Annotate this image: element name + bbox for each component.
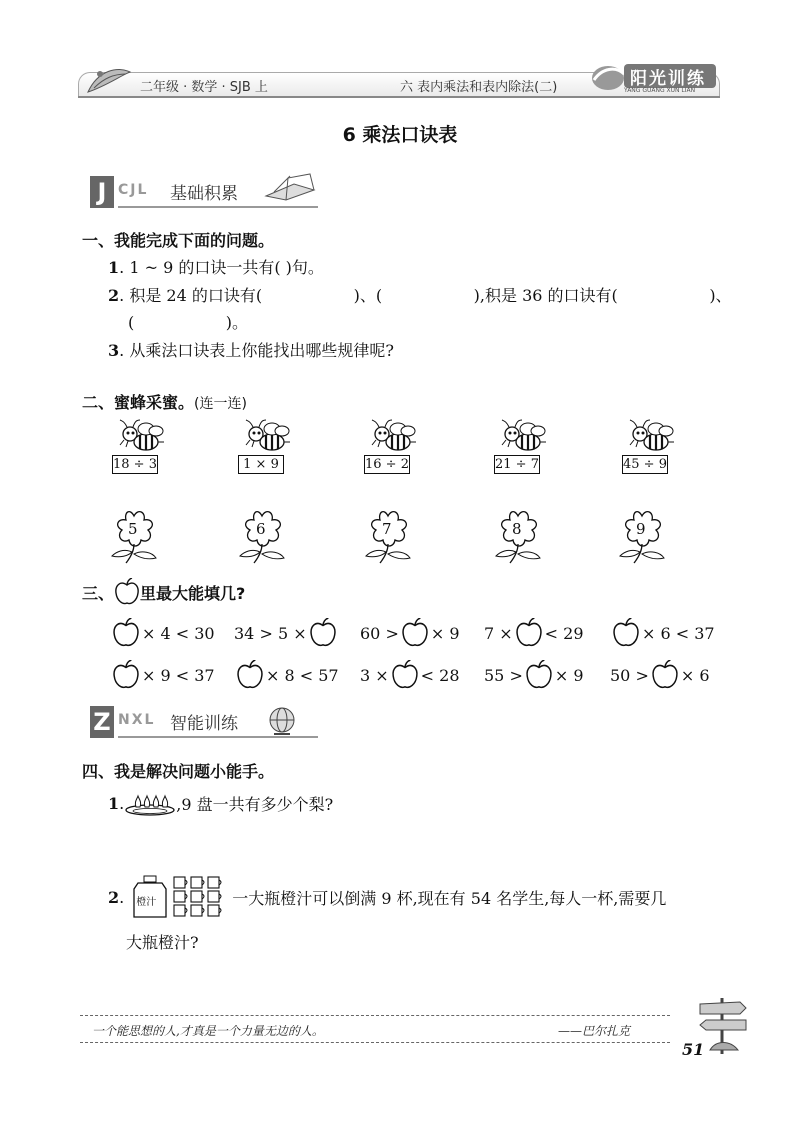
- inequality-item: [360, 618, 460, 648]
- bee-card[interactable]: [364, 418, 414, 476]
- section-code: NXL: [118, 712, 156, 728]
- q3-heading: [82, 578, 245, 606]
- q1-item2-continued: ( )。: [128, 313, 249, 332]
- q4-item1: 1 . ,9 盘一共有多少个梨?: [108, 790, 333, 816]
- book-icon: [260, 170, 320, 204]
- header-grade: 二年级 · 数学 · SJB 上: [140, 80, 268, 95]
- flower-number: 8: [512, 520, 522, 538]
- inequality-right: × 4 < 30: [142, 623, 215, 643]
- inequality-left: 55 >: [484, 665, 523, 685]
- flower-card[interactable]: [236, 508, 288, 564]
- inequality-item: [360, 660, 460, 690]
- footer-author: ——巴尔扎克: [558, 1024, 631, 1038]
- flower-card[interactable]: [492, 508, 544, 564]
- q2-heading-note: (连一连): [194, 396, 247, 412]
- globe-icon: [264, 704, 304, 738]
- flower-card[interactable]: [616, 508, 668, 564]
- inequality-item: [610, 618, 715, 648]
- bee-icon: [242, 418, 292, 456]
- q1-heading: 一、我能完成下面的问题。: [82, 231, 275, 250]
- section-code: CJL: [118, 182, 149, 198]
- inequality-right: < 28: [420, 665, 460, 685]
- page-number: 51: [682, 1040, 705, 1059]
- juice-bottle-icon: [130, 875, 172, 919]
- section-letter: Z: [90, 706, 114, 738]
- cups-icon: [172, 875, 226, 919]
- inequality-left: 60 >: [360, 623, 399, 643]
- brand-title: 阳光训练: [630, 69, 706, 89]
- flower-number: 7: [382, 520, 392, 538]
- apple-blank-icon[interactable]: [391, 660, 419, 690]
- inequality-right: × 9: [554, 665, 584, 685]
- bee-expression: 18 ÷ 3: [113, 457, 157, 472]
- cup-icon: [208, 891, 221, 902]
- cup-icon: [208, 905, 221, 916]
- section-label: 智能训练: [170, 714, 238, 734]
- q1-item3: [108, 338, 394, 361]
- inequality-item: [484, 618, 584, 648]
- q4-item2-text: 一大瓶橙汁可以倒满 9 杯,现在有 54 名学生,每人一杯,需要几: [232, 888, 667, 908]
- q3-heading-pre: 三、: [82, 583, 115, 603]
- bee-card[interactable]: [112, 418, 162, 476]
- bee-expression: 16 ÷ 2: [365, 457, 409, 472]
- apple-blank-icon[interactable]: [309, 618, 337, 648]
- section-underline: [118, 206, 318, 208]
- section-letter: J: [90, 176, 114, 208]
- bee-expression: 45 ÷ 9: [623, 457, 667, 472]
- inequality-left: 34 > 5 ×: [234, 623, 307, 643]
- section-smart: [90, 706, 330, 738]
- apple-blank-icon[interactable]: [515, 618, 543, 648]
- footer-quote: 一个能思想的人,才真是一个力量无边的人。: [92, 1024, 324, 1038]
- inequality-item: [110, 618, 215, 648]
- section-basic: [90, 176, 330, 208]
- bee-icon: [368, 418, 418, 456]
- inequality-item: [234, 660, 339, 690]
- q1-item3-text: . 从乘法口诀表上你能找出哪些规律呢?: [119, 341, 394, 360]
- section-label: 基础积累: [170, 184, 238, 204]
- leaf-logo-icon: [84, 62, 134, 96]
- q1-item2-text: . 积是 24 的口诀有( )、( ),积是 36 的口诀有( )、: [119, 286, 732, 305]
- flower-card[interactable]: [108, 508, 160, 564]
- q1-item2-num: 2: [108, 286, 120, 305]
- apple-blank-icon[interactable]: [112, 618, 140, 648]
- flower-number: 9: [636, 520, 646, 538]
- bee-expression: 21 ÷ 7: [495, 457, 539, 472]
- apple-blank-icon[interactable]: [525, 660, 553, 690]
- inequality-item: [234, 618, 339, 648]
- brand-logo: [590, 60, 720, 94]
- pear-plate-icon: [124, 790, 176, 816]
- cup-icon: [191, 891, 204, 902]
- q3-heading-post: 里最大能填几?: [140, 583, 246, 603]
- q1-item1-num: 1: [108, 258, 120, 277]
- q4-item2: 2 . 橙汁 一大瓶橙汁可以倒满 9 杯,现在有 54 名学生,每人一杯,需要几: [108, 875, 666, 919]
- apple-icon: [114, 578, 140, 606]
- flower-number: 5: [128, 520, 138, 538]
- cup-icon: [174, 891, 187, 902]
- inequality-left: 50 >: [610, 665, 649, 685]
- inequality-item: [484, 660, 584, 690]
- bee-icon: [626, 418, 676, 456]
- bee-icon: [498, 418, 548, 456]
- q1-item1: [108, 255, 324, 278]
- q4-item2-num: 2: [108, 887, 120, 907]
- brand-subtitle: YANG GUANG XUN LIAN: [624, 87, 696, 94]
- header-rule: [78, 96, 720, 98]
- inequality-right: × 8 < 57: [266, 665, 339, 685]
- q1-item1-text: . 1 ~ 9 的口诀一共有( )句。: [119, 258, 324, 277]
- header-unit: 六 表内乘法和表内除法(二): [400, 80, 558, 95]
- q1-item2: [108, 283, 732, 306]
- q4-heading: 四、我是解决问题小能手。: [82, 762, 275, 781]
- page-title: 6 乘法口诀表: [342, 124, 458, 146]
- footer-rule-top: [80, 1015, 670, 1017]
- inequality-right: × 6 < 37: [642, 623, 715, 643]
- inequality-right: × 6: [680, 665, 710, 685]
- bee-expression: 1 × 9: [238, 455, 284, 474]
- cup-icon: [191, 905, 204, 916]
- q2-heading: [82, 390, 247, 413]
- inequality-right: × 9: [430, 623, 460, 643]
- inequality-left: 7 ×: [484, 623, 513, 643]
- q1-item3-num: 3: [108, 341, 120, 360]
- bee-icon: [116, 418, 166, 456]
- q2-heading-text: 二、蜜蜂采蜜。: [82, 393, 195, 412]
- inequality-right: < 29: [544, 623, 584, 643]
- inequality-left: 3 ×: [360, 665, 389, 685]
- inequality-item: [610, 660, 710, 690]
- cup-icon: [208, 877, 221, 888]
- bee-card[interactable]: [494, 418, 544, 476]
- bee-card[interactable]: [238, 418, 288, 476]
- q4-item1-num: 1: [108, 793, 120, 813]
- cup-icon: [174, 905, 187, 916]
- inequality-right: × 9 < 37: [142, 665, 215, 685]
- q4-item2-continued: 大瓶橙汁?: [126, 933, 199, 952]
- flower-card[interactable]: [362, 508, 414, 564]
- apple-blank-icon[interactable]: [401, 618, 429, 648]
- q4-item1-text: ,9 盘一共有多少个梨?: [176, 794, 334, 814]
- apple-blank-icon[interactable]: [612, 618, 640, 648]
- apple-blank-icon[interactable]: [112, 660, 140, 690]
- cup-icon: [191, 877, 204, 888]
- flower-number: 6: [256, 520, 266, 538]
- apple-blank-icon[interactable]: [651, 660, 679, 690]
- bee-card[interactable]: [622, 418, 672, 476]
- apple-blank-icon[interactable]: [236, 660, 264, 690]
- cup-icon: [174, 877, 187, 888]
- juice-label: 橙汁: [136, 897, 157, 908]
- footer-rule-bottom: [80, 1042, 670, 1044]
- inequality-item: [110, 660, 215, 690]
